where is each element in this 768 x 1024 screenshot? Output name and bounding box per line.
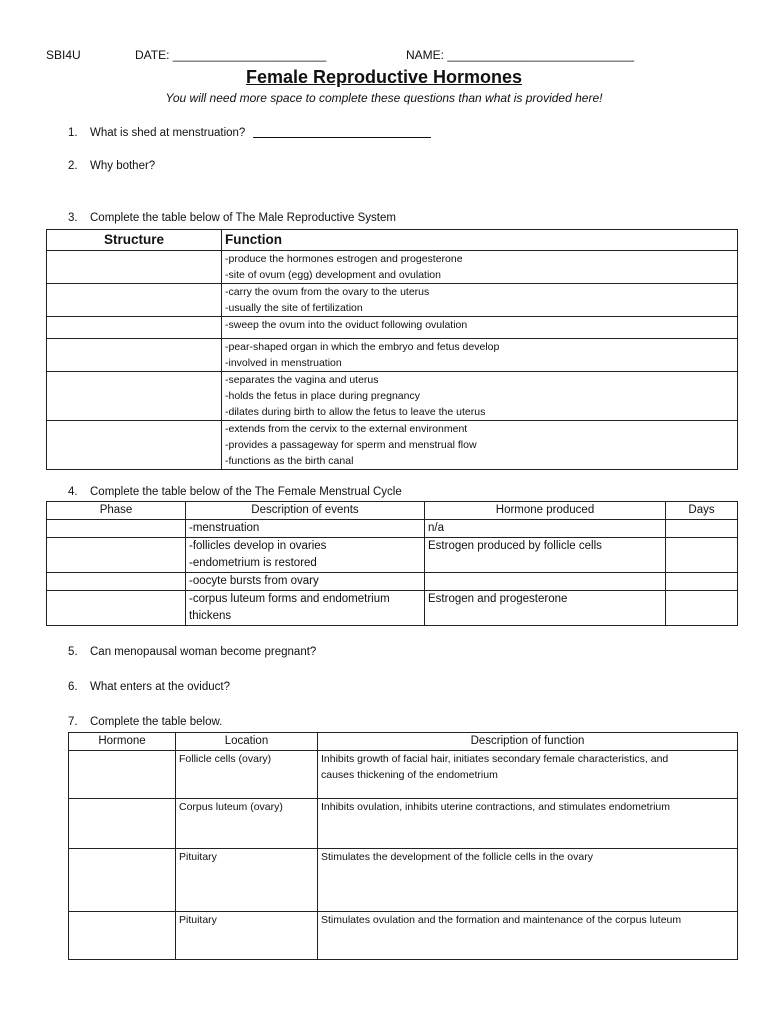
function-line: -extends from the cervix to the external environment xyxy=(225,423,468,435)
hormone-cell: Estrogen and progesterone xyxy=(425,591,666,626)
description-cell xyxy=(318,799,738,849)
question-text: Complete the table below of the The Female Menstrual Cycle xyxy=(90,486,402,498)
question-text: Can menopausal woman become pregnant? xyxy=(90,646,317,658)
question-6 xyxy=(68,681,230,693)
table-header-row xyxy=(47,230,738,251)
table-row xyxy=(47,339,738,372)
question-3 xyxy=(68,212,396,224)
hormone-cell[interactable] xyxy=(69,849,176,912)
hormone-cell[interactable] xyxy=(69,799,176,849)
function-line: -separates the vagina and uterus xyxy=(225,374,379,386)
question-text: What enters at the oviduct? xyxy=(90,681,230,693)
function-line: -site of ovum (egg) development and ovulation xyxy=(225,269,441,281)
question-4 xyxy=(68,486,402,498)
phase-cell[interactable] xyxy=(47,538,186,573)
question-number: 2. xyxy=(68,160,78,172)
question-text: What is shed at menstruation? xyxy=(90,127,246,139)
column-header: Structure xyxy=(47,230,222,251)
question-text: Complete the table below. xyxy=(90,716,223,728)
description-cell xyxy=(318,849,738,912)
hormone-cell[interactable] xyxy=(69,751,176,799)
location-cell: Corpus luteum (ovary) xyxy=(176,799,318,849)
location-cell: Pituitary xyxy=(176,912,318,960)
function-line: -carry the ovum from the ovary to the uterus xyxy=(225,286,430,298)
description-cell xyxy=(318,751,738,799)
function-cell xyxy=(222,284,738,317)
question-1 xyxy=(68,126,431,139)
days-cell[interactable] xyxy=(666,538,738,573)
structure-cell[interactable] xyxy=(47,284,222,317)
table-row xyxy=(47,317,738,339)
description-cell xyxy=(186,538,425,573)
structure-cell[interactable] xyxy=(47,421,222,470)
function-line: -sweep the ovum into the oviduct following ovulation xyxy=(225,319,468,331)
question-number: 3. xyxy=(68,212,78,224)
page-title: Female Reproductive Hormones xyxy=(245,67,523,87)
column-header: Phase xyxy=(47,502,186,520)
table-row xyxy=(47,538,738,573)
date-field[interactable]: DATE: _______________________ xyxy=(135,48,327,62)
question-number: 5. xyxy=(68,646,78,658)
hormone-cell: Estrogen produced by follicle cells xyxy=(425,538,666,573)
description-line: causes thickening of the endometrium xyxy=(321,769,498,781)
course-code: SBI4U xyxy=(46,48,81,62)
table-row xyxy=(47,573,738,591)
structure-cell[interactable] xyxy=(47,317,222,339)
phase-cell[interactable] xyxy=(47,520,186,538)
hormone-cell[interactable] xyxy=(69,912,176,960)
column-header: Location xyxy=(176,733,318,751)
description-cell xyxy=(186,591,425,626)
function-line: -pear-shaped organ in which the embryo and fetus develop xyxy=(225,341,500,353)
description-line: Inhibits growth of facial hair, initiates secondary female characteristics, and xyxy=(321,753,669,765)
description-line: -corpus luteum forms and endometrium xyxy=(189,593,390,605)
function-line: -functions as the birth canal xyxy=(225,455,354,467)
description-line: -follicles develop in ovaries xyxy=(189,540,327,552)
table-row xyxy=(47,372,738,421)
description-line: -oocyte bursts from ovary xyxy=(189,575,319,587)
name-field[interactable]: NAME: ____________________________ xyxy=(406,48,635,62)
table-row xyxy=(47,421,738,470)
function-line: -usually the site of fertilization xyxy=(225,302,363,314)
column-header: Hormone produced xyxy=(425,502,666,520)
table-row xyxy=(47,520,738,538)
table-row xyxy=(47,251,738,284)
hormone-cell: n/a xyxy=(425,520,666,538)
column-header: Hormone xyxy=(69,733,176,751)
question-text: Complete the table below of The Male Reproductive System xyxy=(90,212,396,224)
function-cell xyxy=(222,421,738,470)
function-line: -involved in menstruation xyxy=(225,357,342,369)
phase-cell[interactable] xyxy=(47,591,186,626)
structure-cell[interactable] xyxy=(47,372,222,421)
function-line: -provides a passageway for sperm and menstrual flow xyxy=(225,439,477,451)
days-cell[interactable] xyxy=(666,591,738,626)
function-cell xyxy=(222,317,738,339)
column-header: Function xyxy=(222,230,738,251)
question-5 xyxy=(68,646,316,658)
answer-blank[interactable] xyxy=(253,126,431,138)
table-row xyxy=(47,591,738,626)
structure-cell[interactable] xyxy=(47,251,222,284)
table-row xyxy=(69,912,738,960)
function-cell xyxy=(222,339,738,372)
description-cell xyxy=(186,573,425,591)
reproductive-system-table xyxy=(46,229,738,470)
question-number: 6. xyxy=(68,681,78,693)
hormone-cell[interactable] xyxy=(425,573,666,591)
question-2 xyxy=(68,160,155,172)
table-header-row xyxy=(47,502,738,520)
question-number: 1. xyxy=(68,127,78,139)
question-number: 7. xyxy=(68,716,78,728)
menstrual-cycle-table xyxy=(46,501,738,626)
function-cell xyxy=(222,251,738,284)
function-cell xyxy=(222,372,738,421)
page-subtitle: You will need more space to complete these questions than what is provided here! xyxy=(165,91,603,105)
description-line: -endometrium is restored xyxy=(189,557,317,569)
question-number: 4. xyxy=(68,486,78,498)
function-line: -holds the fetus in place during pregnancy xyxy=(225,390,420,402)
description-cell xyxy=(318,912,738,960)
function-line: -dilates during birth to allow the fetus to leave the uterus xyxy=(225,406,486,418)
table-row xyxy=(69,799,738,849)
location-cell: Pituitary xyxy=(176,849,318,912)
column-header: Description of function xyxy=(318,733,738,751)
structure-cell[interactable] xyxy=(47,339,222,372)
question-7 xyxy=(68,716,222,728)
description-line: -menstruation xyxy=(189,522,260,534)
hormone-table xyxy=(68,732,738,960)
days-cell[interactable] xyxy=(666,520,738,538)
description-line: Stimulates ovulation and the formation and maintenance of the corpus luteum xyxy=(321,914,682,926)
description-line: Inhibits ovulation, inhibits uterine contractions, and stimulates endometrium xyxy=(321,801,671,813)
location-cell: Follicle cells (ovary) xyxy=(176,751,318,799)
table-row xyxy=(69,849,738,912)
table-header-row xyxy=(69,733,738,751)
table-row xyxy=(69,751,738,799)
table-row xyxy=(47,284,738,317)
function-line: -produce the hormones estrogen and progesterone xyxy=(225,253,463,265)
description-line: Stimulates the development of the follicle cells in the ovary xyxy=(321,851,593,863)
column-header: Description of events xyxy=(186,502,425,520)
column-header: Days xyxy=(666,502,738,520)
phase-cell[interactable] xyxy=(47,573,186,591)
question-text: Why bother? xyxy=(90,160,156,172)
description-cell xyxy=(186,520,425,538)
days-cell[interactable] xyxy=(666,573,738,591)
description-line: thickens xyxy=(189,610,232,622)
